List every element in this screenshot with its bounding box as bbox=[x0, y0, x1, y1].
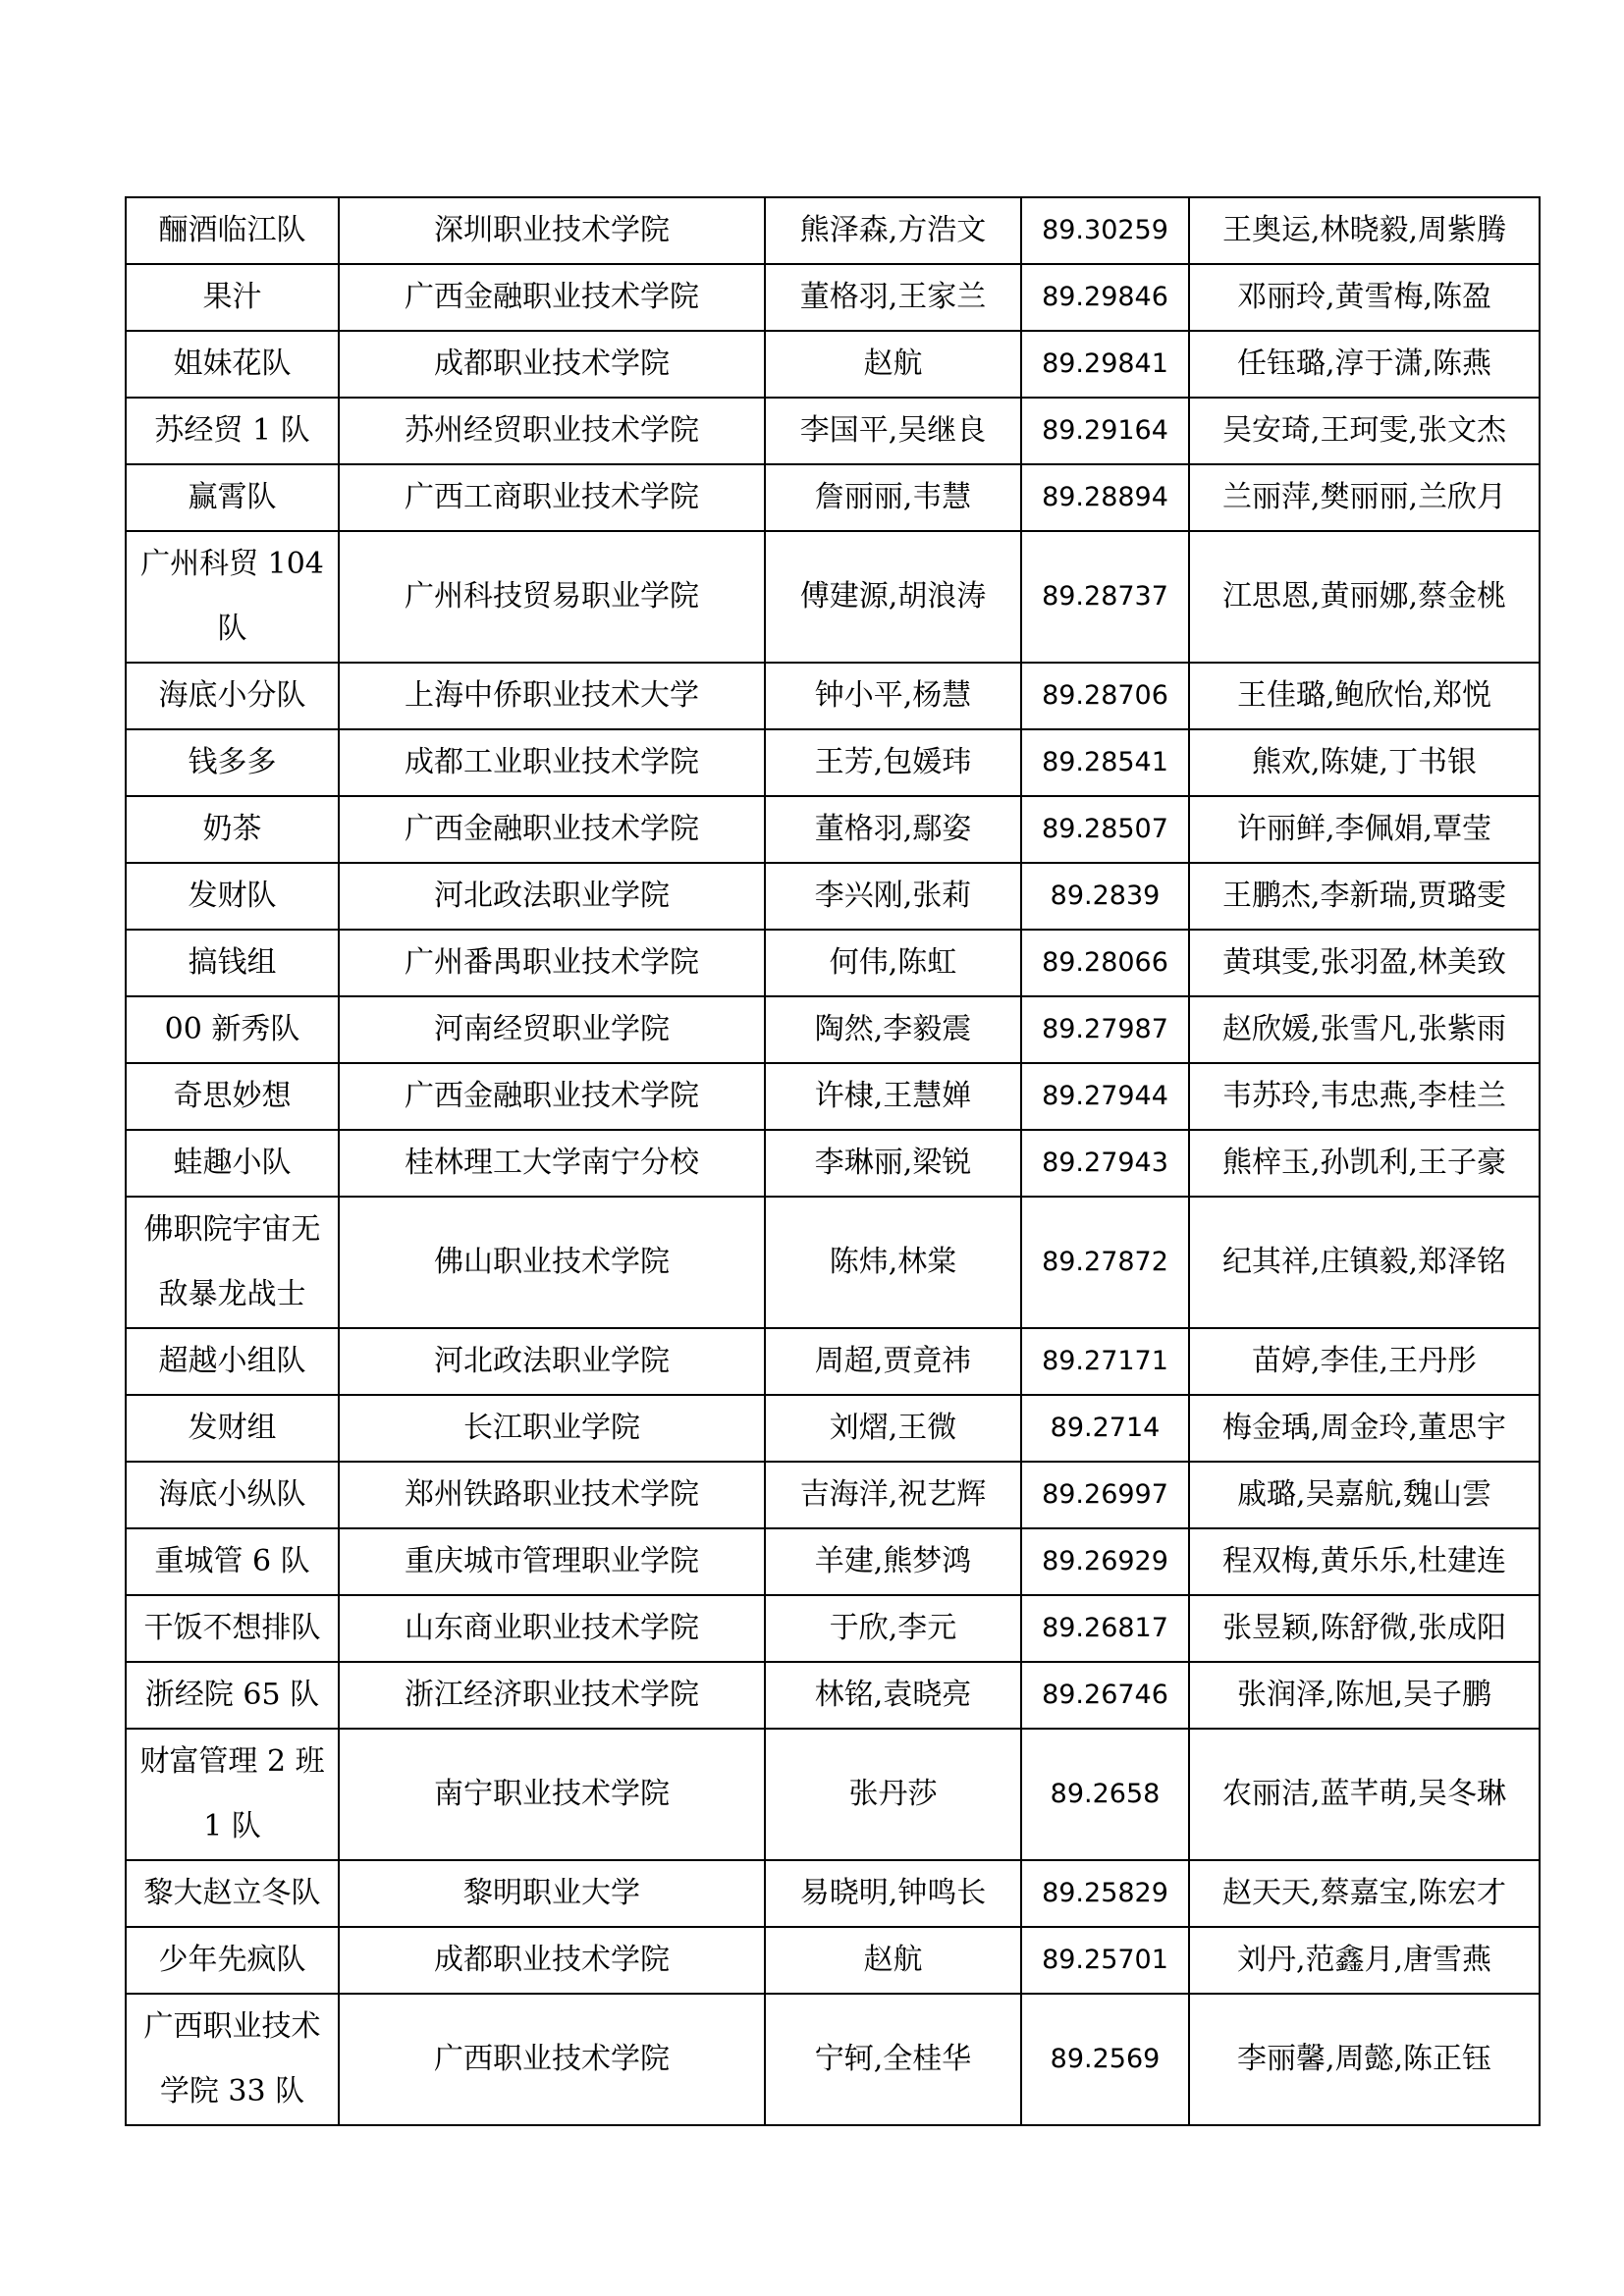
school-cell: 成都职业技术学院 bbox=[339, 331, 765, 398]
team-name-cell: 赢霄队 bbox=[126, 464, 339, 531]
table-row bbox=[126, 1729, 1540, 1860]
score-cell: 89.27944 bbox=[1021, 1063, 1189, 1130]
advisor-cell: 许棣,王慧婵 bbox=[765, 1063, 1021, 1130]
school-cell: 广西工商职业技术学院 bbox=[339, 464, 765, 531]
team-name-cell: 搞钱组 bbox=[126, 930, 339, 996]
advisor-cell: 钟小平,杨慧 bbox=[765, 663, 1021, 729]
school-cell: 广西金融职业技术学院 bbox=[339, 264, 765, 331]
school-cell: 广州科技贸易职业学院 bbox=[339, 531, 765, 663]
score-cell: 89.28066 bbox=[1021, 930, 1189, 996]
score-cell: 89.29164 bbox=[1021, 398, 1189, 464]
score-cell: 89.28894 bbox=[1021, 464, 1189, 531]
members-cell: 张昱颖,陈舒微,张成阳 bbox=[1189, 1595, 1540, 1662]
team-name-cell: 浙经院 65 队 bbox=[126, 1662, 339, 1729]
school-cell: 广西金融职业技术学院 bbox=[339, 796, 765, 863]
table-row bbox=[126, 996, 1540, 1063]
score-cell: 89.2658 bbox=[1021, 1729, 1189, 1860]
members-cell: 赵天天,蔡嘉宝,陈宏才 bbox=[1189, 1860, 1540, 1927]
members-cell: 黄琪雯,张羽盈,林美致 bbox=[1189, 930, 1540, 996]
team-name-cell: 广州科贸 104 队 bbox=[126, 531, 339, 663]
members-cell: 王鹏杰,李新瑞,贾璐雯 bbox=[1189, 863, 1540, 930]
score-cell: 89.28507 bbox=[1021, 796, 1189, 863]
team-name-cell: 苏经贸 1 队 bbox=[126, 398, 339, 464]
team-name-cell: 00 新秀队 bbox=[126, 996, 339, 1063]
school-cell: 广西职业技术学院 bbox=[339, 1994, 765, 2125]
members-cell: 程双梅,黄乐乐,杜建连 bbox=[1189, 1528, 1540, 1595]
school-cell: 成都工业职业技术学院 bbox=[339, 729, 765, 796]
team-name-cell: 发财队 bbox=[126, 863, 339, 930]
school-cell: 桂林理工大学南宁分校 bbox=[339, 1130, 765, 1197]
team-name-cell: 重城管 6 队 bbox=[126, 1528, 339, 1595]
school-cell: 南宁职业技术学院 bbox=[339, 1729, 765, 1860]
members-cell: 李丽馨,周懿,陈正钰 bbox=[1189, 1994, 1540, 2125]
score-cell: 89.25829 bbox=[1021, 1860, 1189, 1927]
school-cell: 深圳职业技术学院 bbox=[339, 197, 765, 264]
team-name-cell: 酾酒临江队 bbox=[126, 197, 339, 264]
school-cell: 广州番禺职业技术学院 bbox=[339, 930, 765, 996]
score-cell: 89.26929 bbox=[1021, 1528, 1189, 1595]
advisor-cell: 赵航 bbox=[765, 331, 1021, 398]
table-row bbox=[126, 398, 1540, 464]
members-cell: 农丽洁,蓝芊萌,吴冬琳 bbox=[1189, 1729, 1540, 1860]
members-cell: 江思恩,黄丽娜,蔡金桃 bbox=[1189, 531, 1540, 663]
advisor-cell: 陈炜,林棠 bbox=[765, 1197, 1021, 1328]
table-row bbox=[126, 796, 1540, 863]
table-row bbox=[126, 1130, 1540, 1197]
results-table bbox=[125, 196, 1541, 2126]
table-row bbox=[126, 1063, 1540, 1130]
members-cell: 许丽鲜,李佩娟,覃莹 bbox=[1189, 796, 1540, 863]
members-cell: 熊欢,陈婕,丁书银 bbox=[1189, 729, 1540, 796]
table-row bbox=[126, 1395, 1540, 1462]
table-row bbox=[126, 1462, 1540, 1528]
advisor-cell: 董格羽,鄢姿 bbox=[765, 796, 1021, 863]
score-cell: 89.27171 bbox=[1021, 1328, 1189, 1395]
table-row bbox=[126, 1994, 1540, 2125]
members-cell: 熊梓玉,孙凯利,王子豪 bbox=[1189, 1130, 1540, 1197]
table-row bbox=[126, 1860, 1540, 1927]
advisor-cell: 于欣,李元 bbox=[765, 1595, 1021, 1662]
advisor-cell: 张丹莎 bbox=[765, 1729, 1021, 1860]
advisor-cell: 李国平,吴继良 bbox=[765, 398, 1021, 464]
table-row bbox=[126, 1197, 1540, 1328]
score-cell: 89.29846 bbox=[1021, 264, 1189, 331]
score-cell: 89.26997 bbox=[1021, 1462, 1189, 1528]
school-cell: 长江职业学院 bbox=[339, 1395, 765, 1462]
members-cell: 邓丽玲,黄雪梅,陈盈 bbox=[1189, 264, 1540, 331]
members-cell: 兰丽萍,樊丽丽,兰欣月 bbox=[1189, 464, 1540, 531]
members-cell: 梅金瑀,周金玲,董思宇 bbox=[1189, 1395, 1540, 1462]
table-row bbox=[126, 531, 1540, 663]
advisor-cell: 宁轲,全桂华 bbox=[765, 1994, 1021, 2125]
school-cell: 上海中侨职业技术大学 bbox=[339, 663, 765, 729]
advisor-cell: 赵航 bbox=[765, 1927, 1021, 1994]
team-name-cell: 财富管理 2 班 1 队 bbox=[126, 1729, 339, 1860]
table-row bbox=[126, 1328, 1540, 1395]
members-cell: 赵欣媛,张雪凡,张紫雨 bbox=[1189, 996, 1540, 1063]
school-cell: 浙江经济职业技术学院 bbox=[339, 1662, 765, 1729]
members-cell: 王奥运,林晓毅,周紫腾 bbox=[1189, 197, 1540, 264]
team-name-cell: 佛职院宇宙无敌暴龙战士 bbox=[126, 1197, 339, 1328]
team-name-cell: 果汁 bbox=[126, 264, 339, 331]
score-cell: 89.27872 bbox=[1021, 1197, 1189, 1328]
score-cell: 89.26817 bbox=[1021, 1595, 1189, 1662]
table-row bbox=[126, 331, 1540, 398]
school-cell: 河北政法职业学院 bbox=[339, 1328, 765, 1395]
score-cell: 89.27943 bbox=[1021, 1130, 1189, 1197]
advisor-cell: 刘熠,王微 bbox=[765, 1395, 1021, 1462]
school-cell: 河南经贸职业学院 bbox=[339, 996, 765, 1063]
score-cell: 89.28541 bbox=[1021, 729, 1189, 796]
table-row bbox=[126, 264, 1540, 331]
members-cell: 韦苏玲,韦忠燕,李桂兰 bbox=[1189, 1063, 1540, 1130]
table-row bbox=[126, 1595, 1540, 1662]
members-cell: 刘丹,范鑫月,唐雪燕 bbox=[1189, 1927, 1540, 1994]
team-name-cell: 姐妹花队 bbox=[126, 331, 339, 398]
advisor-cell: 李兴刚,张莉 bbox=[765, 863, 1021, 930]
school-cell: 广西金融职业技术学院 bbox=[339, 1063, 765, 1130]
table-row bbox=[126, 464, 1540, 531]
team-name-cell: 蛙趣小队 bbox=[126, 1130, 339, 1197]
score-cell: 89.2569 bbox=[1021, 1994, 1189, 2125]
members-cell: 张润泽,陈旭,吴子鹏 bbox=[1189, 1662, 1540, 1729]
advisor-cell: 李琳丽,梁锐 bbox=[765, 1130, 1021, 1197]
advisor-cell: 熊泽森,方浩文 bbox=[765, 197, 1021, 264]
team-name-cell: 少年先疯队 bbox=[126, 1927, 339, 1994]
table-row bbox=[126, 930, 1540, 996]
advisor-cell: 陶然,李毅震 bbox=[765, 996, 1021, 1063]
results-table-body bbox=[126, 197, 1540, 2125]
team-name-cell: 超越小组队 bbox=[126, 1328, 339, 1395]
team-name-cell: 广西职业技术学院 33 队 bbox=[126, 1994, 339, 2125]
team-name-cell: 奶茶 bbox=[126, 796, 339, 863]
school-cell: 佛山职业技术学院 bbox=[339, 1197, 765, 1328]
table-row bbox=[126, 663, 1540, 729]
score-cell: 89.2714 bbox=[1021, 1395, 1189, 1462]
score-cell: 89.29841 bbox=[1021, 331, 1189, 398]
team-name-cell: 海底小分队 bbox=[126, 663, 339, 729]
score-cell: 89.28737 bbox=[1021, 531, 1189, 663]
advisor-cell: 易晓明,钟鸣长 bbox=[765, 1860, 1021, 1927]
table-row bbox=[126, 729, 1540, 796]
school-cell: 成都职业技术学院 bbox=[339, 1927, 765, 1994]
advisor-cell: 林铭,袁晓亮 bbox=[765, 1662, 1021, 1729]
members-cell: 吴安琦,王珂雯,张文杰 bbox=[1189, 398, 1540, 464]
school-cell: 河北政法职业学院 bbox=[339, 863, 765, 930]
table-row bbox=[126, 1528, 1540, 1595]
advisor-cell: 詹丽丽,韦慧 bbox=[765, 464, 1021, 531]
score-cell: 89.26746 bbox=[1021, 1662, 1189, 1729]
advisor-cell: 傅建源,胡浪涛 bbox=[765, 531, 1021, 663]
school-cell: 黎明职业大学 bbox=[339, 1860, 765, 1927]
members-cell: 纪其祥,庄镇毅,郑泽铭 bbox=[1189, 1197, 1540, 1328]
advisor-cell: 董格羽,王家兰 bbox=[765, 264, 1021, 331]
team-name-cell: 黎大赵立冬队 bbox=[126, 1860, 339, 1927]
members-cell: 任钰璐,淳于潇,陈燕 bbox=[1189, 331, 1540, 398]
school-cell: 重庆城市管理职业学院 bbox=[339, 1528, 765, 1595]
score-cell: 89.25701 bbox=[1021, 1927, 1189, 1994]
score-cell: 89.2839 bbox=[1021, 863, 1189, 930]
table-row bbox=[126, 863, 1540, 930]
advisor-cell: 吉海洋,祝艺辉 bbox=[765, 1462, 1021, 1528]
school-cell: 郑州铁路职业技术学院 bbox=[339, 1462, 765, 1528]
table-row bbox=[126, 197, 1540, 264]
advisor-cell: 何伟,陈虹 bbox=[765, 930, 1021, 996]
team-name-cell: 钱多多 bbox=[126, 729, 339, 796]
advisor-cell: 王芳,包媛玮 bbox=[765, 729, 1021, 796]
school-cell: 苏州经贸职业技术学院 bbox=[339, 398, 765, 464]
team-name-cell: 奇思妙想 bbox=[126, 1063, 339, 1130]
members-cell: 王佳璐,鲍欣怡,郑悦 bbox=[1189, 663, 1540, 729]
team-name-cell: 海底小纵队 bbox=[126, 1462, 339, 1528]
table-row bbox=[126, 1927, 1540, 1994]
advisor-cell: 羊建,熊梦鸿 bbox=[765, 1528, 1021, 1595]
team-name-cell: 发财组 bbox=[126, 1395, 339, 1462]
score-cell: 89.30259 bbox=[1021, 197, 1189, 264]
score-cell: 89.27987 bbox=[1021, 996, 1189, 1063]
school-cell: 山东商业职业技术学院 bbox=[339, 1595, 765, 1662]
score-cell: 89.28706 bbox=[1021, 663, 1189, 729]
members-cell: 戚璐,吴嘉航,魏山雲 bbox=[1189, 1462, 1540, 1528]
members-cell: 苗婷,李佳,王丹彤 bbox=[1189, 1328, 1540, 1395]
table-row bbox=[126, 1662, 1540, 1729]
advisor-cell: 周超,贾竟祎 bbox=[765, 1328, 1021, 1395]
team-name-cell: 干饭不想排队 bbox=[126, 1595, 339, 1662]
